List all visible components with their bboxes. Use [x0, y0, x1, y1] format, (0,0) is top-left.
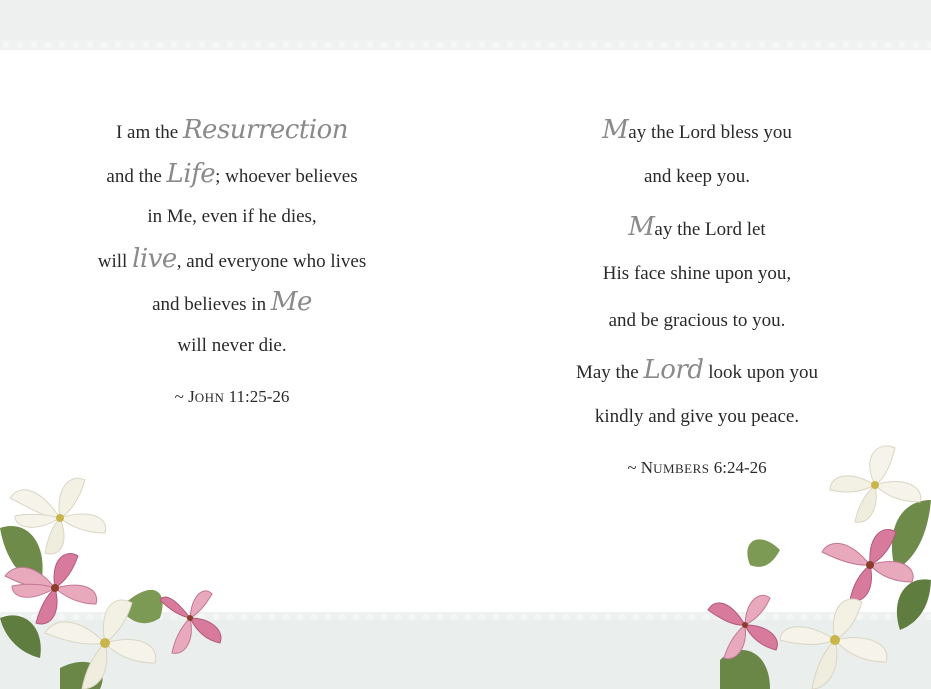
script-word: M — [628, 212, 655, 242]
left-verse-line-6: will never die. — [177, 335, 287, 356]
lily-bouquet-left-icon — [0, 468, 240, 689]
pink-lily-right — [160, 591, 221, 689]
right-verse-line-3: May the Lord let — [628, 212, 766, 242]
left-verse-line-4: will live, and everyone who lives — [97, 244, 367, 274]
script-word: Resurrection — [182, 115, 349, 145]
right-verse-line-4: His face shine upon you, — [602, 263, 792, 284]
script-word: live — [132, 244, 177, 274]
white-lily-bottom — [780, 599, 887, 689]
left-verse-line-5: and believes in Me — [152, 287, 312, 317]
script-word: Lord — [643, 355, 704, 385]
left-verse-line-2: and the Life; whoever believes — [106, 159, 358, 189]
script-word: Life — [166, 159, 216, 189]
right-verse-line-7: kindly and give you peace. — [594, 406, 800, 427]
top-border-band — [0, 0, 931, 42]
top-lace-trim — [0, 40, 931, 50]
right-verse-line-5: and be gracious to you. — [608, 310, 786, 331]
right-verse-line-2: and keep you. — [643, 166, 751, 187]
lily-bouquet-right-icon — [700, 440, 931, 689]
left-verse-line-3: in Me, even if he dies, — [147, 206, 317, 227]
right-verse-line-6: May the Lord look upon you — [575, 355, 819, 385]
left-verse-citation: ~ JOHN 11:25-26 — [174, 387, 290, 406]
right-verse-line-1: May the Lord bless you — [602, 115, 792, 145]
script-word: Me — [270, 287, 312, 317]
left-verse-line-1: I am the Resurrection — [115, 115, 349, 145]
right-verse-citation: ~ NUMBERS 6:24-26 — [627, 458, 767, 477]
pink-lily-left — [708, 595, 777, 658]
leaves — [0, 526, 163, 689]
script-word: M — [602, 115, 629, 145]
